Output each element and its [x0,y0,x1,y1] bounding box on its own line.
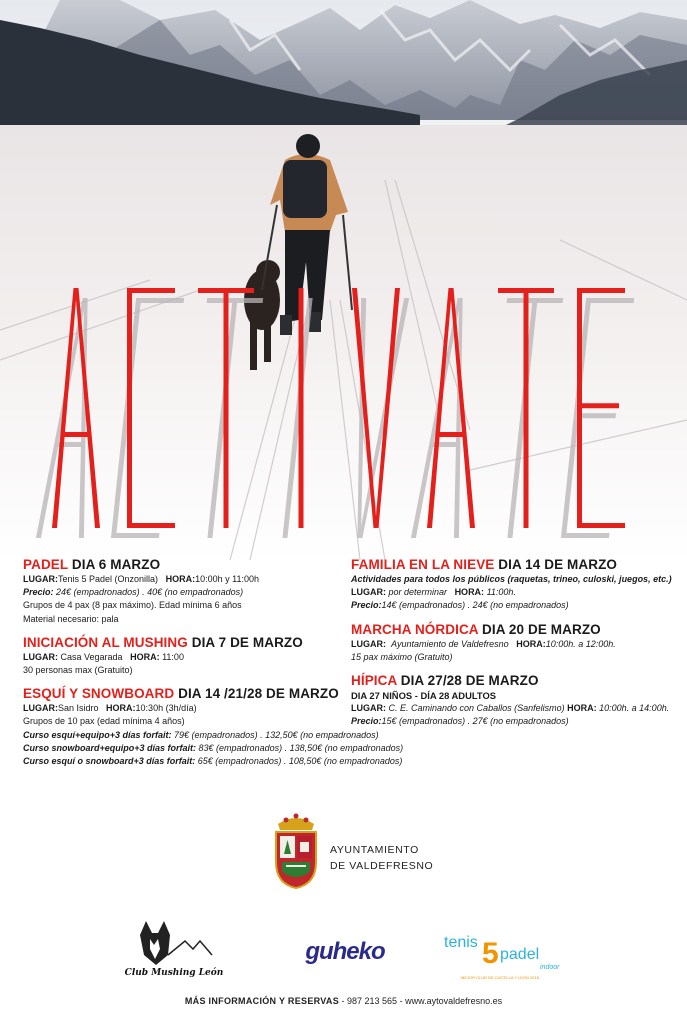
ayuntamiento-line2: DE VALDEFRESNO [330,860,434,872]
events-right-column [351,556,687,736]
event-price-line [351,715,687,728]
title-letter-i [299,288,304,528]
course-line [23,742,403,755]
course-label: Curso esquí+equipo+3 días forfait: [23,729,172,740]
lugar-label: LUGAR: [351,638,386,649]
lugar-value: Casa Vegarada [60,651,123,662]
event-capacity-line: 15 pax máximo (Gratuito) [351,651,453,662]
event-location-line [351,702,687,715]
footer-separator: - [397,996,406,1006]
event-hipica [351,672,687,728]
activate-title [0,280,687,540]
club-mushing-text: Club Mushing León [124,968,224,978]
activate-title-graphic [0,280,687,540]
course-label: Curso esquí o snowboard+3 días forfait: [23,756,196,767]
event-familia-nieve [351,556,687,613]
tenis-tagline: MEJOR CLUB DE CASTILLA Y LEÓN 2018 [461,975,539,980]
event-category: ESQUÍ Y SNOWBOARD [23,686,175,702]
event-heading [23,556,403,573]
precio-label: Precio: [23,587,54,598]
course-price: 79€ (empadronados) . 132,50€ (no empadronados) [171,729,379,740]
event-date: DIA 20 DE MARZO [482,621,601,637]
event-category: PADEL [23,557,69,572]
precio-value: 14€ (empadronados) . 24€ (no empadronados) [381,600,569,611]
event-date: DIA 27/28 DE MARZO [400,673,539,689]
events-left-column [23,556,403,776]
event-location-line [351,638,687,651]
club-mushing-leon-logo [125,921,224,978]
event-capacity-line: 30 personas max (Gratuito) [23,665,133,676]
lugar-label: LUGAR: [23,651,58,662]
sponsor-logos [0,915,687,995]
hora-value: 10:00h y 11:00h [195,574,259,584]
precio-value: 15€ (empadronados) . 27€ (no empadronados) [381,716,569,727]
event-groups-line: Grupos de 4 pax (8 pax máximo). Edad mínima 6 años [23,600,242,611]
hora-value: 10:00h. a 14:00h. [599,703,670,714]
event-marcha-nordica [351,621,687,664]
event-heading [351,621,687,638]
event-heading [23,685,403,702]
course-line [23,755,403,768]
footer-phone[interactable]: 987 213 565 [347,996,398,1006]
event-location-line [23,573,403,586]
guheko-logo: guheko [305,938,385,965]
event-category: INICIACIÓN AL MUSHING [23,634,188,650]
lugar-value: San Isidro [58,703,99,714]
event-padel [23,556,403,626]
title-letter-t [198,288,254,528]
event-price-line [351,599,687,612]
title-letter-a [427,288,475,528]
event-category: HÍPICA [351,673,397,689]
event-category: MARCHA NÓRDICA [351,621,479,637]
event-date: DIA 14 /21/28 DE MARZO [178,686,339,702]
title-letter-shadow [282,298,312,538]
title-letter-a [62,432,90,437]
event-price-line [23,586,403,599]
footer-website[interactable]: www.aytovaldefresno.es [405,996,503,1006]
course-price: 65€ (empadronados) . 108,50€ (no empadronados) [195,756,403,767]
event-category: FAMILIA EN LA NIEVE [351,557,495,572]
title-letter-shadow [111,298,184,538]
ayuntamiento-block [272,810,512,890]
title-letter-shadow [182,298,263,538]
hora-label: HORA: [454,587,485,598]
hora-label: HORA: [106,703,136,714]
title-letter-shadow [482,298,563,538]
hora-label: HORA: [567,703,597,714]
lugar-label: LUGAR: [23,703,58,714]
course-label: Curso snowboard+equipo+3 días forfait: [23,742,197,753]
event-date: DIA 7 DE MARZO [191,634,303,650]
padel-indoor: indoor [540,964,560,971]
tenis-5-padel-logo [444,934,560,980]
event-esqui-snowboard [23,685,403,768]
title-letter-a [437,432,465,437]
lugar-value: C. E. Caminando con Caballos (Sanfelismo) [388,703,565,714]
event-activities-line: Actividades para todos los públicos (raquetas, trineo, culoski, juegos, etc.) [351,574,672,584]
footer-label: MÁS INFORMACIÓN Y RESERVAS [184,996,340,1006]
hora-label: HORA: [516,638,546,649]
lugar-label: LUGAR: [23,574,58,584]
hora-label: HORA: [130,651,160,662]
sponsor-logos-graphic [0,915,687,995]
padel-word: padel [500,946,540,963]
event-material-line: Material necesario: pala [23,613,119,624]
footer-separator: - [339,996,348,1006]
event-subheading: DIA 27 NIÑOS - DÍA 28 ADULTOS [351,690,496,702]
precio-label: Precio: [351,716,382,727]
lugar-label: LUGAR: [351,587,386,598]
hora-value: 11:00h. [486,587,516,598]
tenis-number: 5 [482,937,499,970]
event-date: DIA 14 DE MARZO [498,557,618,572]
footer-info [0,996,687,1006]
hora-value: 10:00h. a 12:00h. [545,638,616,649]
precio-value: 24€ (empadronados) . 40€ (no empadronados) [56,587,244,598]
hora-value: 10:30h (3h/día) [135,703,197,714]
title-letter-t [498,288,554,528]
event-location-line [23,702,403,715]
coat-of-arms-icon [272,810,320,890]
title-letter-shadow [561,298,634,538]
ayuntamiento-name [330,842,433,874]
course-line [23,729,403,742]
hora-label: HORA: [165,574,196,584]
lugar-value: Ayuntamiento de Valdefresno [391,638,509,649]
precio-label: Precio: [351,600,382,611]
title-letter-a [52,288,100,528]
lugar-value: por determinar [388,587,448,598]
lugar-label: LUGAR: [351,703,386,714]
tenis-word: tenis [444,934,478,951]
event-mushing [23,634,403,677]
event-heading [23,634,403,651]
event-date: DIA 6 MARZO [71,557,161,572]
event-location-line [23,651,403,664]
event-groups-line: Grupos de 10 pax (edad mínima 4 años) [23,716,185,727]
lugar-value: Tenis 5 Padel (Onzonilla) [58,574,159,584]
event-location-line [351,586,687,599]
course-price: 83€ (empadronados) . 138,50€ (no empadronados) [196,742,404,753]
hora-value: 11:00 [162,651,184,662]
event-heading [351,556,687,573]
event-heading [351,672,687,689]
ayuntamiento-line1: AYUNTAMIENTO [330,844,419,856]
